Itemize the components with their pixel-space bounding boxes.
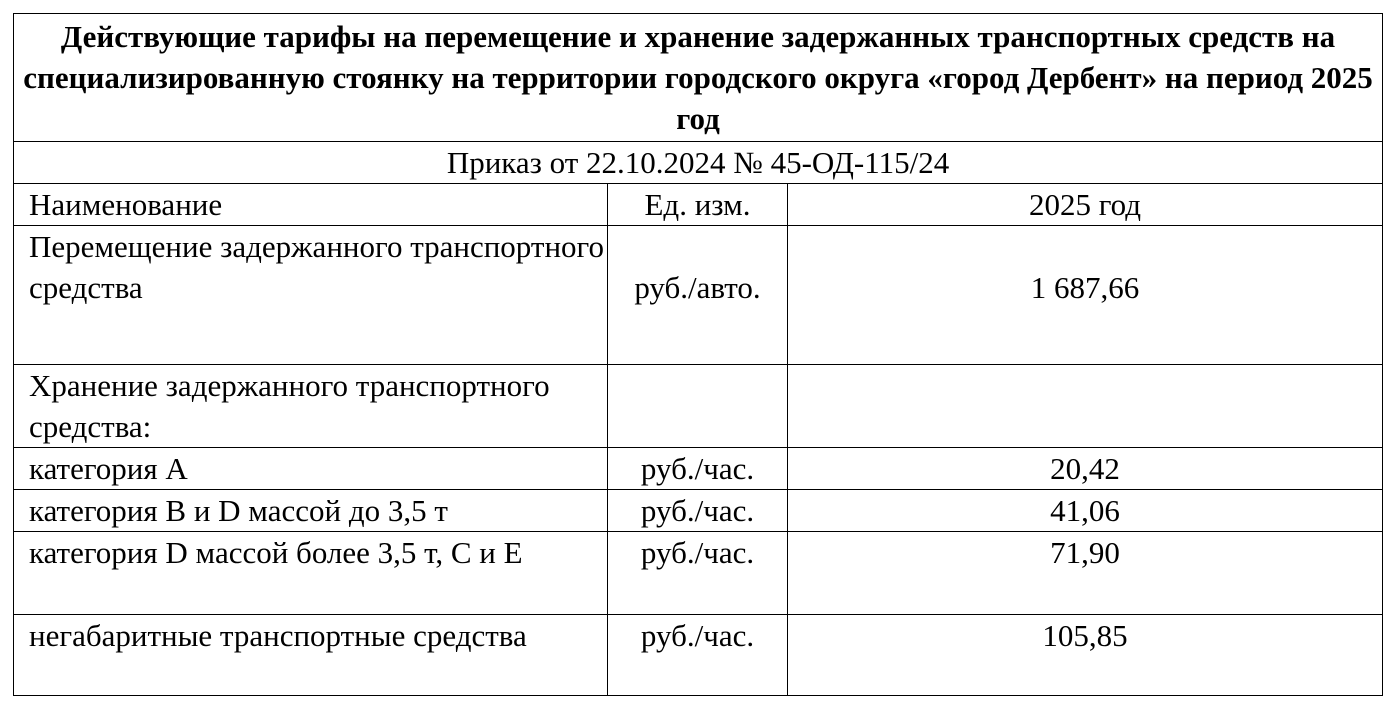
column-header-unit: Ед. изм. [608,184,788,226]
row-unit: руб./час. [608,490,788,532]
table-row [14,226,1383,365]
row-value: 41,06 [788,490,1383,532]
row-name: категория В и D массой до 3,5 т [14,490,608,532]
table-row [14,448,1383,490]
row-value: 71,90 [788,532,1383,615]
table-row [14,532,1383,615]
order-row [14,142,1383,184]
row-unit: руб./час. [608,448,788,490]
table-row [14,490,1383,532]
row-name: категория D массой более 3,5 т, С и Е [14,532,608,615]
row-unit: руб./час. [608,615,788,696]
row-unit: руб./час. [608,532,788,615]
row-unit: руб./авто. [608,226,788,365]
row-value: 1 687,66 [788,226,1383,365]
row-unit [608,365,788,448]
row-value: 105,85 [788,615,1383,696]
column-header-name: Наименование [14,184,608,226]
row-name: Перемещение задержанного транспортного средства [14,226,608,365]
table-row [14,615,1383,696]
row-name: категория А [14,448,608,490]
header-row [14,184,1383,226]
row-name: Хранение задержанного транспортного средства: [14,365,608,448]
title-row [14,14,1383,142]
document-title: Действующие тарифы на перемещение и хранение задержанных транспортных средств на специализированную стоянку на территории городского округа «город Дербент» на период 2025 год [14,14,1383,142]
order-reference: Приказ от 22.10.2024 № 45-ОД-115/24 [14,142,1383,184]
row-value [788,365,1383,448]
tariff-table [13,13,1383,696]
column-header-year: 2025 год [788,184,1383,226]
row-name: негабаритные транспортные средства [14,615,608,696]
row-value: 20,42 [788,448,1383,490]
table-row [14,365,1383,448]
